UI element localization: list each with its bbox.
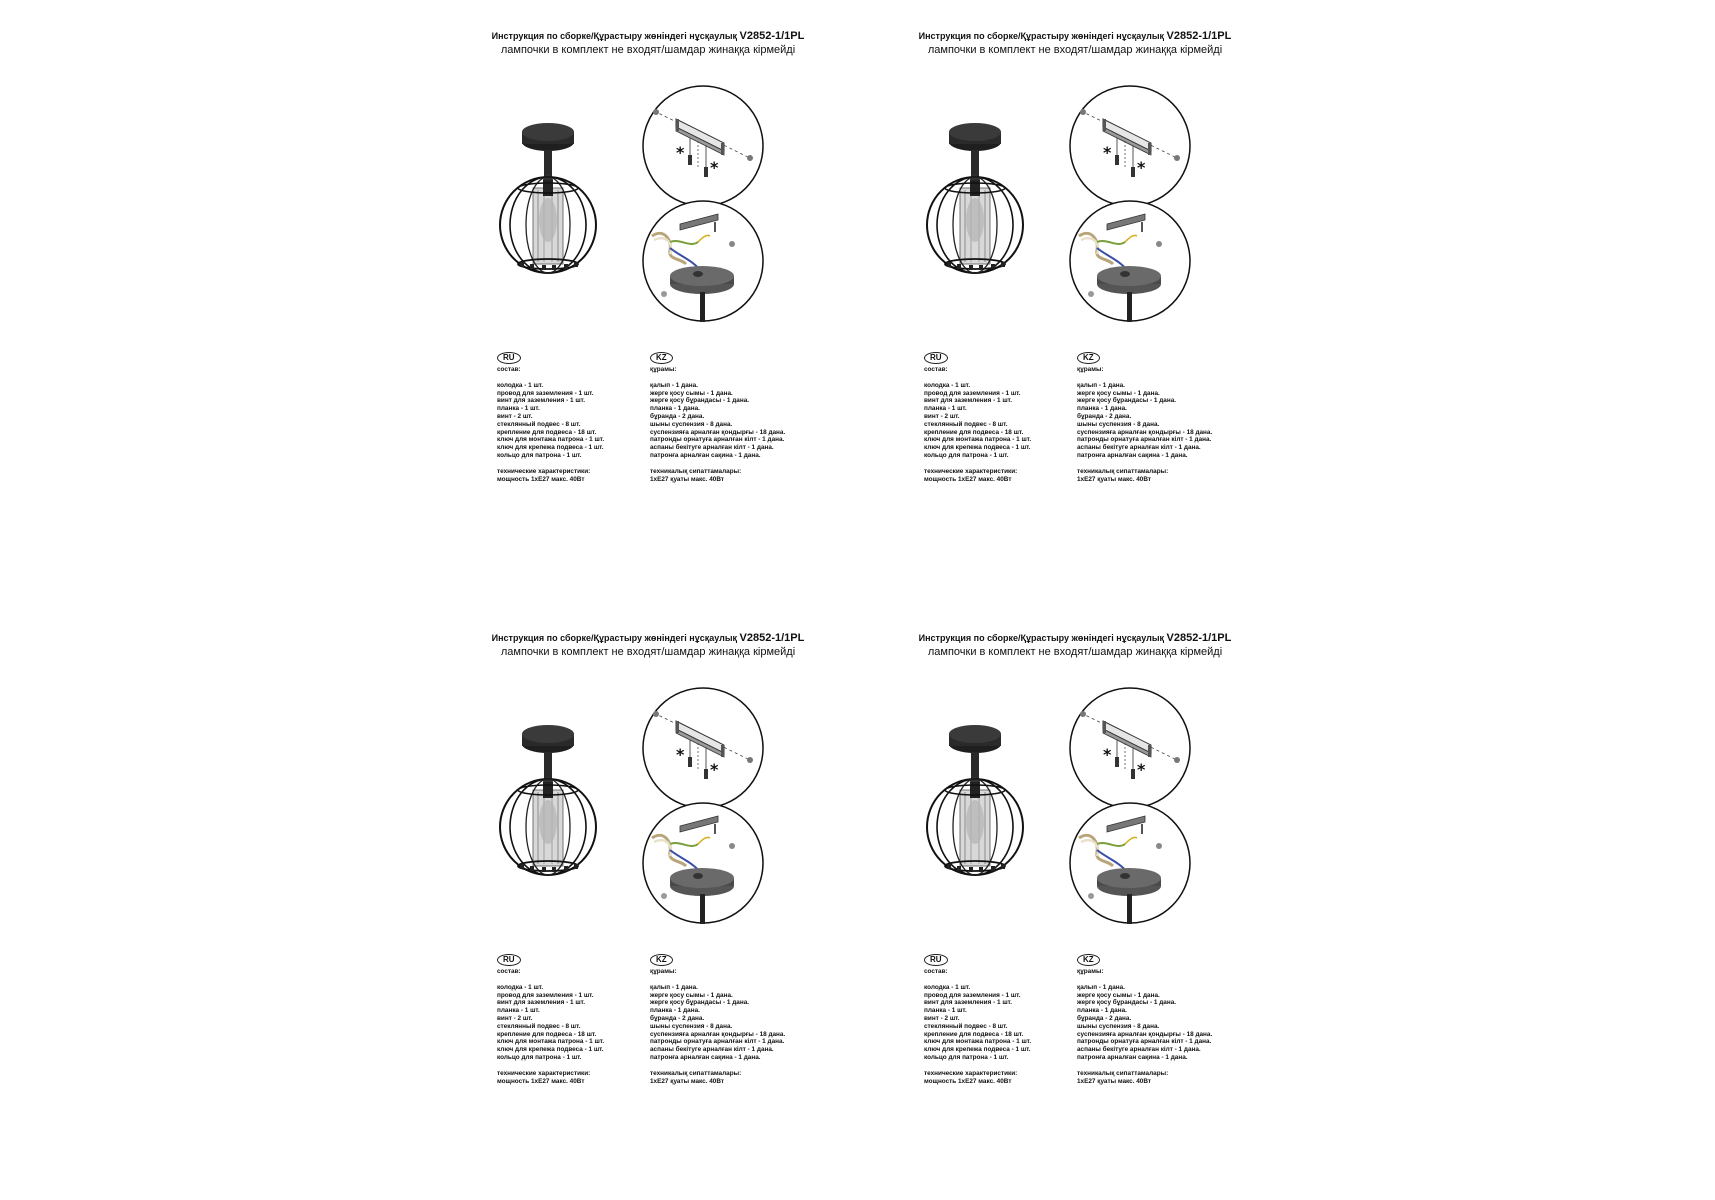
instruction-sheet <box>478 0 908 560</box>
list-item: патронға арналған сақина - 1 дана. <box>650 1053 761 1061</box>
asterisk-mark: * <box>1137 158 1146 177</box>
kz-section <box>650 954 820 1085</box>
list-item: жерге қосу бұрандасы - 1 дана. <box>650 397 750 405</box>
ru-specs <box>924 1070 1074 1086</box>
ru-language-badge: RU <box>497 352 521 364</box>
ru-specs <box>497 468 647 484</box>
list-item: провод для заземления - 1 шт. <box>497 389 594 397</box>
instruction-sheet <box>478 602 908 1162</box>
list-item: планка - 1 дана. <box>1077 405 1127 413</box>
list-item: ключ для монтажа патрона - 1 шт. <box>924 1038 1032 1046</box>
list-item: колодка - 1 шт. <box>924 381 971 389</box>
list-item: қалып - 1 дана. <box>1077 381 1125 389</box>
kz-items-list <box>1077 382 1247 460</box>
sheet-title <box>478 632 818 644</box>
kz-heading: құрамы: <box>1077 366 1104 373</box>
title-prefix: Инструкция по сборке/Құрастыру жөніндегі нұсқаулық <box>491 633 738 643</box>
asterisk-mark: * <box>710 158 719 177</box>
kz-spec-heading: техникалық сипаттамалары: <box>1077 467 1169 475</box>
list-item: бұранда - 2 дана. <box>1077 412 1132 420</box>
model-number: V2852-1/1PL <box>1166 632 1232 644</box>
kz-spec-heading: техникалық сипаттамалары: <box>1077 1069 1169 1077</box>
list-item: патронды орнатуға арналған кілт - 1 дана. <box>1077 436 1212 444</box>
title-prefix: Инструкция по сборке/Құрастыру жөніндегі нұсқаулық <box>491 31 738 41</box>
list-item: планка - 1 дана. <box>1077 1007 1127 1015</box>
kz-spec-value: 1хЕ27 қуаты макс. 40Вт <box>1077 475 1152 483</box>
kz-specs <box>1077 1070 1247 1086</box>
list-item: планка - 1 шт. <box>924 1007 967 1015</box>
mounting-plate-diagram <box>1067 685 1193 811</box>
sheet-subtitle: лампочки в комплект не входят/шамдар жинаққа кірмейді <box>500 646 796 658</box>
list-item: ключ для монтажа патрона - 1 шт. <box>924 436 1032 444</box>
ru-specs <box>924 468 1074 484</box>
list-item: провод для заземления - 1 шт. <box>924 389 1021 397</box>
list-item: жерге қосу сымы - 1 дана. <box>650 991 733 999</box>
list-item: патронға арналған сақина - 1 дана. <box>650 451 761 459</box>
list-item: колодка - 1 шт. <box>924 983 971 991</box>
list-item: кольцо для патрона - 1 шт. <box>497 451 582 459</box>
ru-spec-heading: технические характеристики: <box>497 467 591 475</box>
kz-language-badge: KZ <box>650 352 673 364</box>
list-item: суспензияға арналған қондырғы - 18 дана. <box>1077 1030 1213 1038</box>
kz-spec-heading: техникалық сипаттамалары: <box>650 1069 742 1077</box>
model-number: V2852-1/1PL <box>739 30 805 42</box>
kz-language-badge: KZ <box>1077 954 1100 966</box>
list-item: провод для заземления - 1 шт. <box>924 991 1021 999</box>
list-item: кольцо для патрона - 1 шт. <box>497 1053 582 1061</box>
list-item: суспензияға арналған қондырғы - 18 дана. <box>650 428 786 436</box>
ru-spec-heading: технические характеристики: <box>924 467 1018 475</box>
list-item: жерге қосу бұрандасы - 1 дана. <box>650 999 750 1007</box>
ceiling-lamp-illustration <box>915 120 1035 290</box>
list-item: аспаны бекітуге арналған кілт - 1 дана. <box>1077 1046 1201 1054</box>
ru-spec-value: мощность 1хЕ27 макс. 40Вт <box>924 1077 1012 1085</box>
asterisk-mark: * <box>1103 143 1112 162</box>
list-item: жерге қосу сымы - 1 дана. <box>1077 389 1160 397</box>
ru-spec-value: мощность 1хЕ27 макс. 40Вт <box>497 475 585 483</box>
instruction-sheet <box>905 0 1335 560</box>
list-item: суспензияға арналған қондырғы - 18 дана. <box>1077 428 1213 436</box>
list-item: ключ для крепежа подвеса - 1 шт. <box>497 444 604 452</box>
list-item: қалып - 1 дана. <box>650 983 698 991</box>
wiring-diagram <box>640 800 766 926</box>
list-item: планка - 1 дана. <box>650 1007 700 1015</box>
list-item: ключ для крепежа подвеса - 1 шт. <box>924 1046 1031 1054</box>
list-item: винт для заземления - 1 шт. <box>497 397 585 405</box>
sheet-subtitle: лампочки в комплект не входят/шамдар жинаққа кірмейді <box>500 44 796 56</box>
ceiling-lamp-illustration <box>488 722 608 892</box>
ru-items-list <box>497 984 647 1062</box>
list-item: қалып - 1 дана. <box>650 381 698 389</box>
ru-heading: состав: <box>497 968 521 975</box>
mounting-plate-diagram <box>640 685 766 811</box>
list-item: винт - 2 шт. <box>924 412 960 420</box>
list-item: планка - 1 шт. <box>497 405 540 413</box>
ru-language-badge: RU <box>497 954 521 966</box>
ru-section <box>497 352 647 483</box>
sheet-title <box>905 632 1245 644</box>
kz-language-badge: KZ <box>1077 352 1100 364</box>
list-item: шыны суспензия - 8 дана. <box>1077 420 1160 428</box>
list-item: стеклянный подвес - 8 шт. <box>924 420 1008 428</box>
list-item: бұранда - 2 дана. <box>1077 1014 1132 1022</box>
model-number: V2852-1/1PL <box>739 632 805 644</box>
list-item: шыны суспензия - 8 дана. <box>650 1022 733 1030</box>
list-item: винт для заземления - 1 шт. <box>924 999 1012 1007</box>
list-item: планка - 1 дана. <box>650 405 700 413</box>
list-item: аспаны бекітуге арналған кілт - 1 дана. <box>650 444 774 452</box>
mounting-plate-diagram <box>1067 83 1193 209</box>
title-prefix: Инструкция по сборке/Құрастыру жөніндегі нұсқаулық <box>918 31 1165 41</box>
mounting-plate-diagram <box>640 83 766 209</box>
list-item: винт для заземления - 1 шт. <box>924 397 1012 405</box>
ceiling-lamp-illustration <box>915 722 1035 892</box>
list-item: шыны суспензия - 8 дана. <box>650 420 733 428</box>
list-item: жерге қосу сымы - 1 дана. <box>1077 991 1160 999</box>
list-item: планка - 1 шт. <box>924 405 967 413</box>
kz-section <box>1077 954 1247 1085</box>
list-item: винт - 2 шт. <box>924 1014 960 1022</box>
list-item: ключ для монтажа патрона - 1 шт. <box>497 436 605 444</box>
list-item: винт - 2 шт. <box>497 1014 533 1022</box>
kz-spec-value: 1хЕ27 қуаты макс. 40Вт <box>650 475 725 483</box>
list-item: жерге қосу сымы - 1 дана. <box>650 389 733 397</box>
list-item: крепление для подвеса - 18 шт. <box>924 1030 1024 1038</box>
list-item: аспаны бекітуге арналған кілт - 1 дана. <box>650 1046 774 1054</box>
asterisk-mark: * <box>676 143 685 162</box>
list-item: винт для заземления - 1 шт. <box>497 999 585 1007</box>
list-item: планка - 1 шт. <box>497 1007 540 1015</box>
sheet-subtitle: лампочки в комплект не входят/шамдар жинаққа кірмейді <box>927 646 1223 658</box>
list-item: ключ для крепежа подвеса - 1 шт. <box>497 1046 604 1054</box>
wiring-diagram <box>1067 198 1193 324</box>
kz-heading: құрамы: <box>650 366 677 373</box>
sheet-subtitle: лампочки в комплект не входят/шамдар жинаққа кірмейді <box>927 44 1223 56</box>
kz-spec-heading: техникалық сипаттамалары: <box>650 467 742 475</box>
list-item: винт - 2 шт. <box>497 412 533 420</box>
sheet-title <box>905 30 1245 42</box>
kz-heading: құрамы: <box>650 968 677 975</box>
kz-specs <box>650 1070 820 1086</box>
kz-spec-value: 1хЕ27 қуаты макс. 40Вт <box>1077 1077 1152 1085</box>
kz-items-list <box>1077 984 1247 1062</box>
ru-section <box>924 954 1074 1085</box>
kz-items-list <box>650 984 820 1062</box>
wiring-diagram <box>640 198 766 324</box>
ru-spec-value: мощность 1хЕ27 макс. 40Вт <box>924 475 1012 483</box>
asterisk-mark: * <box>676 745 685 764</box>
list-item: патронға арналған сақина - 1 дана. <box>1077 451 1188 459</box>
kz-heading: құрамы: <box>1077 968 1104 975</box>
ru-language-badge: RU <box>924 352 948 364</box>
ru-spec-heading: технические характеристики: <box>497 1069 591 1077</box>
list-item: крепление для подвеса - 18 шт. <box>924 428 1024 436</box>
list-item: ключ для монтажа патрона - 1 шт. <box>497 1038 605 1046</box>
kz-specs <box>650 468 820 484</box>
ru-items-list <box>924 382 1074 460</box>
ru-specs <box>497 1070 647 1086</box>
list-item: аспаны бекітуге арналған кілт - 1 дана. <box>1077 444 1201 452</box>
list-item: бұранда - 2 дана. <box>650 412 705 420</box>
kz-language-badge: KZ <box>650 954 673 966</box>
ru-items-list <box>497 382 647 460</box>
list-item: патронды орнатуға арналған кілт - 1 дана. <box>1077 1038 1212 1046</box>
model-number: V2852-1/1PL <box>1166 30 1232 42</box>
list-item: жерге қосу бұрандасы - 1 дана. <box>1077 397 1177 405</box>
ru-items-list <box>924 984 1074 1062</box>
ceiling-lamp-illustration <box>488 120 608 290</box>
kz-section <box>1077 352 1247 483</box>
ru-section <box>497 954 647 1085</box>
title-prefix: Инструкция по сборке/Құрастыру жөніндегі нұсқаулық <box>918 633 1165 643</box>
kz-items-list <box>650 382 820 460</box>
list-item: кольцо для патрона - 1 шт. <box>924 451 1009 459</box>
list-item: суспензияға арналған қондырғы - 18 дана. <box>650 1030 786 1038</box>
list-item: қалып - 1 дана. <box>1077 983 1125 991</box>
kz-specs <box>1077 468 1247 484</box>
instruction-sheet <box>905 602 1335 1162</box>
list-item: крепление для подвеса - 18 шт. <box>497 428 597 436</box>
asterisk-mark: * <box>1137 760 1146 779</box>
list-item: стеклянный подвес - 8 шт. <box>497 420 581 428</box>
ru-heading: состав: <box>924 968 948 975</box>
list-item: кольцо для патрона - 1 шт. <box>924 1053 1009 1061</box>
ru-language-badge: RU <box>924 954 948 966</box>
ru-heading: состав: <box>497 366 521 373</box>
list-item: ключ для крепежа подвеса - 1 шт. <box>924 444 1031 452</box>
ru-heading: состав: <box>924 366 948 373</box>
list-item: стеклянный подвес - 8 шт. <box>497 1022 581 1030</box>
kz-spec-value: 1хЕ27 қуаты макс. 40Вт <box>650 1077 725 1085</box>
list-item: провод для заземления - 1 шт. <box>497 991 594 999</box>
list-item: бұранда - 2 дана. <box>650 1014 705 1022</box>
list-item: патронды орнатуға арналған кілт - 1 дана. <box>650 1038 785 1046</box>
kz-section <box>650 352 820 483</box>
wiring-diagram <box>1067 800 1193 926</box>
list-item: колодка - 1 шт. <box>497 381 544 389</box>
list-item: стеклянный подвес - 8 шт. <box>924 1022 1008 1030</box>
asterisk-mark: * <box>1103 745 1112 764</box>
list-item: патронды орнатуға арналған кілт - 1 дана. <box>650 436 785 444</box>
list-item: патронға арналған сақина - 1 дана. <box>1077 1053 1188 1061</box>
ru-spec-heading: технические характеристики: <box>924 1069 1018 1077</box>
list-item: жерге қосу бұрандасы - 1 дана. <box>1077 999 1177 1007</box>
list-item: колодка - 1 шт. <box>497 983 544 991</box>
ru-spec-value: мощность 1хЕ27 макс. 40Вт <box>497 1077 585 1085</box>
list-item: шыны суспензия - 8 дана. <box>1077 1022 1160 1030</box>
sheet-title <box>478 30 818 42</box>
asterisk-mark: * <box>710 760 719 779</box>
ru-section <box>924 352 1074 483</box>
list-item: крепление для подвеса - 18 шт. <box>497 1030 597 1038</box>
